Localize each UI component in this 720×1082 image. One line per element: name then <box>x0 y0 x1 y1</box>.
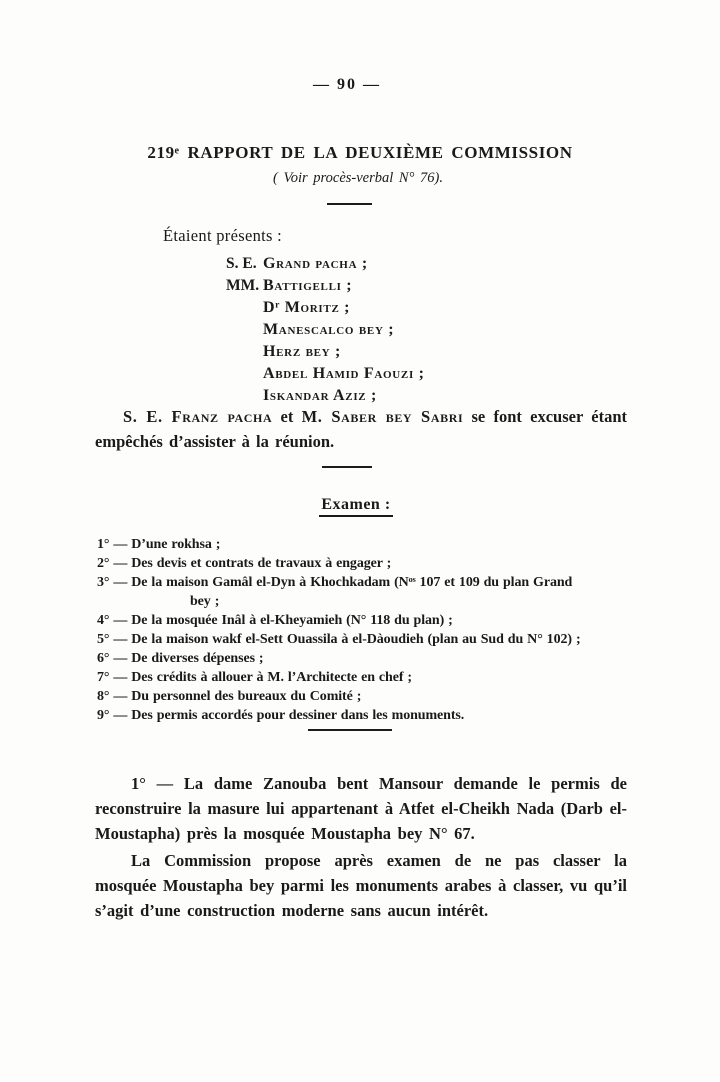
attendee-name: Herz bey ; <box>263 343 342 360</box>
examen-item: 3° — De la maison Gamâl el-Dyn à Khochkadam (Nᵒˢ 107 et 109 du plan Grand <box>97 575 573 590</box>
excuse-connector: et <box>272 407 302 426</box>
attendee-name: Iskandar Aziz ; <box>263 387 378 404</box>
report-subtitle: ( Voir procès-verbal N° 76). <box>273 170 443 186</box>
section-divider <box>322 466 372 468</box>
attendee-row <box>226 297 425 319</box>
attendee-name: Manescalco bey ; <box>263 321 395 338</box>
body-paragraph: 1° — La dame Zanouba bent Mansour demande le permis de reconstruire la masure lui appartenant à Atfet el-Cheikh Nada (Darb el-Moustapha) près la mosquée Moustapha bey N° 67. <box>95 774 627 843</box>
examen-heading-label: Examen : <box>319 496 392 517</box>
examen-item: 8° — Du personnel des bureaux du Comité ; <box>97 689 362 704</box>
excused-name: S. E. Franz pacha <box>123 407 273 426</box>
section-divider <box>327 203 372 205</box>
examen-list <box>97 535 642 725</box>
report-title: 219ᵉ RAPPORT DE LA DEUXIÈME COMMISSION <box>147 143 573 162</box>
examen-item: 4° — De la mosquée Inâl à el-Kheyamieh (N° 118 du plan) ; <box>97 613 453 628</box>
page-number: — 90 — <box>313 76 381 93</box>
attendee-row <box>226 363 425 385</box>
attendee-name: Dʳ Moritz ; <box>263 299 351 316</box>
attendees-list <box>226 253 425 407</box>
attendance-intro: Étaient présents : <box>163 226 283 245</box>
excuse-text: se font excuser étant empêchés d’assister à la réunion. <box>95 407 627 451</box>
body-paragraph: La Commission propose après examen de ne pas classer la mosquée Moustapha bey parmi les monuments arabes à classer, vu qu’il s’agit d’une construction moderne sans aucun intérêt. <box>95 851 627 920</box>
examen-item: 6° — De diverses dépenses ; <box>97 651 264 666</box>
examen-item-continuation: bey ; <box>190 594 220 609</box>
attendee-row <box>226 253 425 275</box>
section-divider <box>308 729 392 731</box>
attendee-prefix: S. E. <box>226 255 257 272</box>
attendee-row <box>226 341 425 363</box>
examen-item: 7° — Des crédits à allouer à M. l’Architecte en chef ; <box>97 670 412 685</box>
examen-item: 2° — Des devis et contrats de travaux à engager ; <box>97 556 392 571</box>
attendee-row <box>226 275 425 297</box>
examen-item: 5° — De la maison wakf el-Sett Ouassila à el-Dàoudieh (plan au Sud du N° 102) ; <box>97 632 581 647</box>
attendee-row <box>226 319 425 341</box>
excused-name: M. Saber bey Sabri <box>301 407 464 426</box>
examen-heading <box>0 496 712 517</box>
attendee-prefix: MM. <box>226 277 260 294</box>
attendee-name: Grand pacha ; <box>263 255 368 272</box>
attendee-name: Abdel Hamid Faouzi ; <box>263 365 425 382</box>
excuse-paragraph <box>95 404 627 454</box>
examen-item: 9° — Des permis accordés pour dessiner dans les monuments. <box>97 708 465 723</box>
examen-item: 1° — D’une rokhsa ; <box>97 537 221 552</box>
attendee-name: Battigelli ; <box>263 277 353 294</box>
